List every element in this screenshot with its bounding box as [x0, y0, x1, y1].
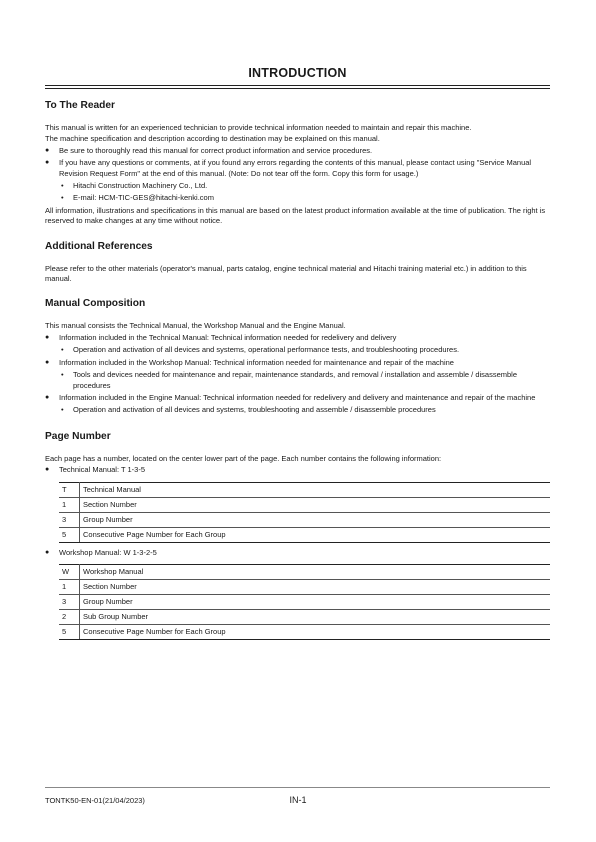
section-heading: To The Reader: [45, 100, 116, 111]
description-cell: Section Number: [80, 579, 551, 594]
bullet-list: [45, 146, 550, 204]
sub-item: [59, 345, 550, 355]
bullet-text: Information included in the Technical Manual: Technical information needed for redelivery and delivery: [59, 332, 397, 342]
bullet-item: [45, 333, 550, 356]
sub-item: [59, 181, 550, 191]
bullet-item: [45, 358, 550, 391]
paragraph: This manual is written for an experienced technician to provide technical information needed to maintain and repair this machine.: [45, 123, 472, 132]
section-to-the-reader: [45, 99, 550, 227]
bullet-list: [45, 548, 550, 558]
code-cell: W: [59, 564, 80, 579]
section-heading: Page Number: [45, 430, 111, 442]
section-heading: Manual Composition: [45, 298, 146, 310]
sub-bullet-icon: •: [61, 345, 64, 355]
description-cell: Group Number: [80, 512, 551, 527]
sub-item-text: Hitachi Construction Machinery Co., Ltd.: [73, 181, 208, 191]
bullet-icon: ●: [45, 159, 50, 167]
table-row: [59, 594, 550, 609]
table-row: [59, 564, 550, 579]
section-heading: Additional References: [45, 240, 153, 252]
section-additional-references: [45, 240, 550, 285]
email-text: E-mail: HCM-TIC-GES@hitachi-kenki.com: [73, 193, 214, 203]
workshop-manual-table: [59, 564, 550, 640]
bullet-item: [45, 158, 550, 204]
bullet-icon: ●: [45, 466, 50, 474]
section-page-number: [45, 430, 550, 640]
code-cell: 2: [59, 609, 80, 624]
bullet-text: Information included in the Engine Manual: Technical information needed for redelivery and delivery and maintenance and repair of the machine: [59, 392, 536, 402]
footer-doc-code: TONTK50-EN-01(21/04/2023): [45, 796, 145, 805]
bullet-item: [45, 146, 550, 156]
sub-list: [59, 345, 550, 355]
code-cell: 3: [59, 512, 80, 527]
bullet-text: Information included in the Workshop Manual: Technical information needed for maintenance and repair of the machine: [59, 357, 454, 367]
sub-bullet-icon: •: [61, 370, 64, 380]
bullet-icon: ●: [45, 393, 50, 401]
bullet-icon: ●: [45, 548, 50, 556]
bullet-list: [45, 465, 550, 475]
sub-list: [59, 181, 550, 204]
sub-bullet-icon: •: [61, 181, 64, 191]
title-rule-bottom: [45, 88, 550, 89]
description-cell: Section Number: [80, 497, 551, 512]
bullet-item: [45, 393, 550, 416]
sub-list: [59, 370, 550, 391]
table-row: [59, 497, 550, 512]
paragraph: The machine specification and description according to destination may be explained on this manual.: [45, 134, 380, 144]
description-cell: Sub Group Number: [80, 609, 551, 624]
table-row: [59, 609, 550, 624]
footer-rule: [45, 787, 550, 788]
bullet-text: Technical Manual: T 1-3-5: [59, 465, 146, 475]
sub-bullet-icon: •: [61, 405, 64, 415]
title-rule-top: [45, 85, 550, 86]
sub-bullet-icon: •: [61, 193, 64, 203]
bullet-item: [45, 465, 550, 475]
bullet-text: If you have any questions or comments, at if you found any errors regarding the contents of this manual, please contact using "Service Manual Revision Request Form" at the end of this manual. (Note: Do not tear off the form. Copy this form for usage.): [59, 158, 532, 178]
description-cell: Consecutive Page Number for Each Group: [80, 624, 551, 639]
code-cell: 5: [59, 624, 80, 639]
bullet-text: Be sure to thoroughly read this manual for correct product information and service procedures.: [59, 145, 373, 155]
code-cell: 3: [59, 594, 80, 609]
table-row: [59, 527, 550, 542]
bullet-list: [45, 333, 550, 416]
description-cell: Consecutive Page Number for Each Group: [80, 527, 551, 542]
description-cell: Workshop Manual: [80, 564, 551, 579]
sub-list: [59, 405, 550, 415]
paragraph: All information, illustrations and specifications in this manual are based on the latest product information available at the time of publication. The right is reserved to make changes at any time without notice.: [45, 205, 546, 226]
sub-item: [59, 370, 550, 391]
bullet-item: [45, 548, 550, 558]
section-manual-composition: [45, 297, 550, 415]
page-content: [45, 99, 550, 645]
code-cell: 1: [59, 579, 80, 594]
page-title: INTRODUCTION: [248, 66, 347, 80]
description-cell: Group Number: [80, 594, 551, 609]
bullet-text: Workshop Manual: W 1-3-2-5: [59, 547, 157, 557]
bullet-icon: ●: [45, 146, 50, 154]
sub-item-text: Operation and activation of all devices and systems, troubleshooting and assemble / disassemble procedures: [73, 405, 436, 415]
code-cell: 5: [59, 527, 80, 542]
footer-page-number: IN-1: [289, 795, 307, 805]
table-row: [59, 624, 550, 639]
paragraph: This manual consists the Technical Manual, the Workshop Manual and the Engine Manual.: [45, 321, 346, 331]
technical-manual-table: [59, 482, 550, 543]
paragraph: Please refer to the other materials (operator's manual, parts catalog, engine technical material and Hitachi training material etc.) in addition to this manual.: [45, 263, 527, 284]
code-cell: T: [59, 482, 80, 497]
sub-item-text: Operation and activation of all devices and systems, operational performance tests, and troubleshooting procedures.: [73, 345, 460, 355]
bullet-icon: ●: [45, 333, 50, 341]
description-cell: Technical Manual: [80, 482, 551, 497]
sub-item: [59, 405, 550, 415]
table-row: [59, 579, 550, 594]
table-row: [59, 512, 550, 527]
bullet-icon: ●: [45, 358, 50, 366]
table-row: [59, 482, 550, 497]
sub-item: [59, 193, 550, 203]
paragraph: Each page has a number, located on the center lower part of the page. Each number contains the following information:: [45, 453, 442, 463]
sub-item-text: Tools and devices needed for maintenance and repair, maintenance standards, and removal / installation and assemble / disassemble procedures: [73, 370, 518, 390]
code-cell: 1: [59, 497, 80, 512]
